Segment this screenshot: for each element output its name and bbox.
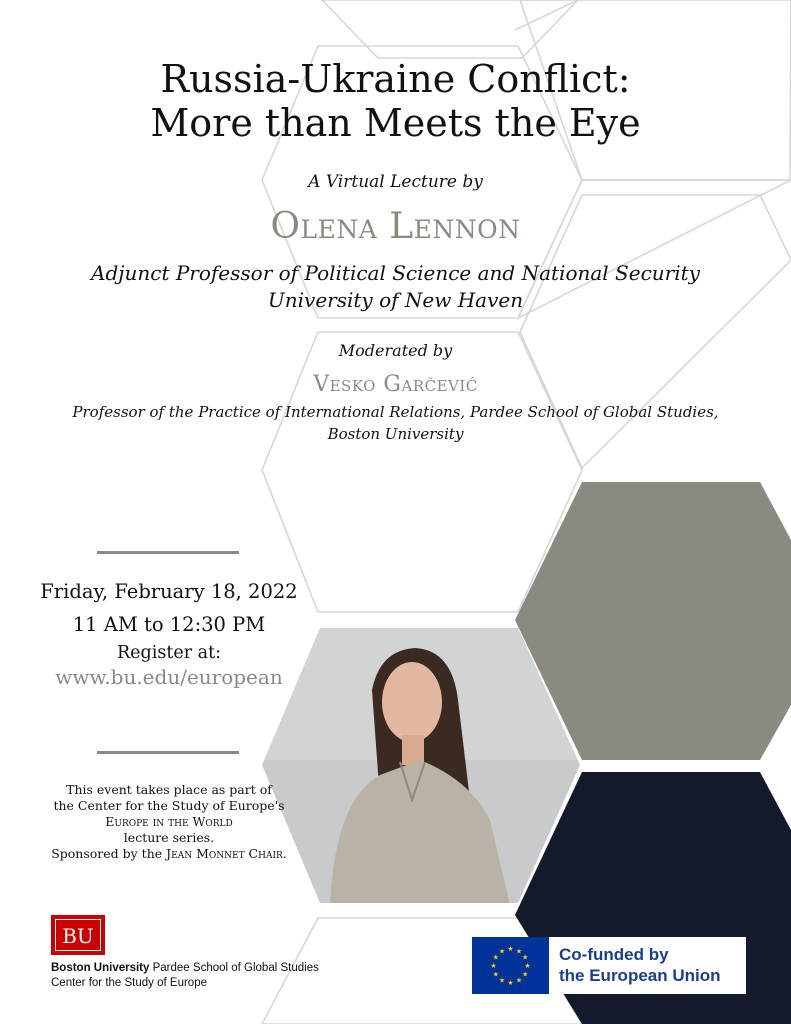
moderated-by-label: Moderated by (338, 341, 453, 360)
series-note (20, 782, 318, 862)
speaker-name: Olena Lennon (270, 206, 521, 247)
register-link[interactable]: www.bu.edu/european (55, 665, 283, 689)
divider-top (97, 551, 239, 554)
moderator-name: Vesko Garčević (313, 372, 478, 397)
eu-star-icon: ★ (515, 976, 523, 985)
event-title (0, 57, 791, 145)
eu-star-icon: ★ (507, 979, 514, 987)
eu-label (559, 944, 721, 986)
eu-star-icon: ★ (507, 945, 514, 953)
eu-star-icon: ★ (492, 970, 499, 979)
eu-star-icon: ★ (515, 947, 523, 956)
speaker-institution: University of New Haven (267, 288, 524, 312)
eu-label-line-1: Co-funded by (559, 945, 669, 964)
eu-star-icon: ★ (498, 947, 506, 956)
eu-star-icon: ★ (492, 953, 499, 962)
moderator-role-line-2: Boston University (327, 425, 464, 443)
eu-star-icon: ★ (524, 962, 531, 970)
title-line-2: More than Meets the Eye (150, 101, 641, 145)
eu-star-icon: ★ (490, 962, 497, 970)
lecture-by-label: A Virtual Lecture by (308, 172, 483, 192)
bu-line-2: Center for the Study of Europe (51, 977, 207, 989)
speaker-photo (255, 620, 585, 910)
sponsor-name: Jean Monnet Chair. (166, 846, 287, 861)
eu-cofunded-logo (472, 937, 746, 994)
sponsor-prefix: Sponsored by the (51, 846, 167, 861)
series-name: Europe in the World (105, 814, 233, 829)
sponsor-line (20, 846, 318, 862)
bu-name: Boston University (51, 962, 150, 974)
title-line-1: Russia-Ukraine Conflict: (160, 57, 631, 101)
series-note-line-4: lecture series. (123, 830, 215, 845)
hexagon-outline (322, 0, 578, 58)
eu-star-icon: ★ (522, 970, 529, 979)
event-date: Friday, February 18, 2022 (40, 580, 298, 603)
divider-bottom (97, 751, 239, 754)
series-note-line-2: the Center for the Study of Europe's (53, 798, 285, 813)
bu-logo (51, 915, 105, 955)
bu-line-1 (51, 962, 319, 974)
bu-logo-mark: BU (55, 919, 101, 951)
eu-flag-icon (472, 937, 549, 994)
bu-school: Pardee School of Global Studies (149, 962, 319, 974)
eu-label-line-2: the European Union (559, 966, 721, 985)
event-time: 11 AM to 12:30 PM (72, 613, 266, 636)
eu-star-icon: ★ (522, 953, 529, 962)
eu-star-icon: ★ (498, 976, 506, 985)
register-label: Register at: (117, 643, 221, 663)
moderator-role-line-1: Professor of the Practice of International Relations, Pardee School of Global Studies, (72, 403, 719, 421)
series-note-line-1: This event takes place as part of (66, 782, 272, 797)
speaker-role: Adjunct Professor of Political Science and National Security (91, 261, 700, 285)
